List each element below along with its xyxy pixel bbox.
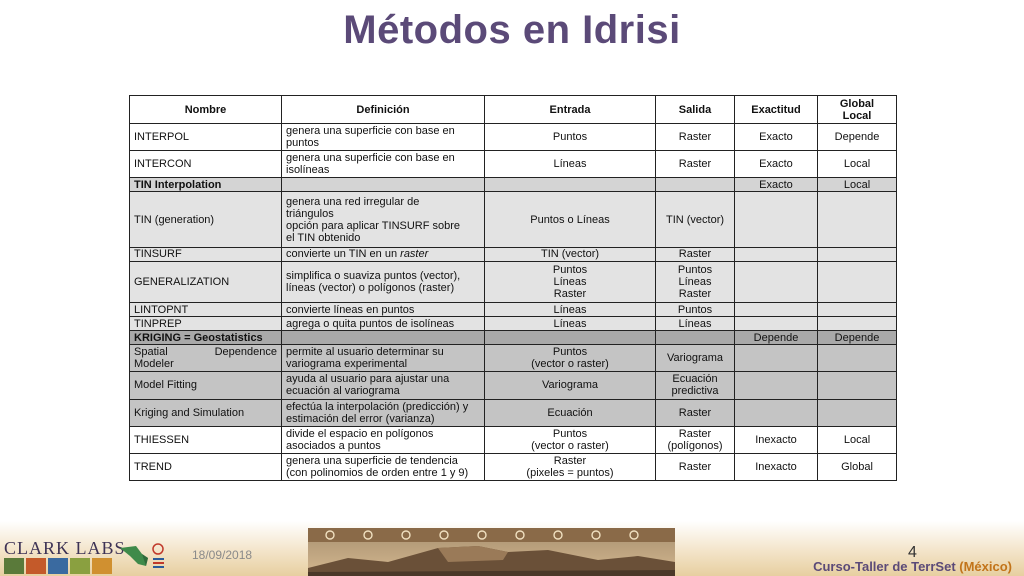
- cell-entrada: Líneas: [485, 303, 656, 317]
- entrada-line: (vector o raster): [531, 439, 609, 452]
- cell-definicion: [282, 372, 485, 399]
- entrada-line: Puntos: [552, 427, 588, 440]
- cell-salida: Raster: [656, 247, 735, 261]
- cell-exactitud: [735, 345, 818, 372]
- header-global-local: [818, 96, 897, 124]
- cell-definicion: [282, 399, 485, 426]
- cell-definicion: convierte líneas en puntos: [282, 303, 485, 317]
- cell-salida: [656, 372, 735, 399]
- cell-nombre: TIN Interpolation: [130, 178, 282, 192]
- cell-entrada: TIN (vector): [485, 247, 656, 261]
- cell-definicion: [282, 124, 485, 151]
- cell-entrada: [485, 178, 656, 192]
- cell-global: Local: [818, 426, 897, 453]
- cell-nombre: TINSURF: [130, 247, 282, 261]
- table-row: [130, 317, 897, 331]
- def-line: triángulos: [286, 207, 334, 220]
- cell-exactitud: [735, 372, 818, 399]
- cell-definicion: agrega o quita puntos de isolíneas: [282, 317, 485, 331]
- cell-nombre: GENERALIZATION: [130, 261, 282, 302]
- cell-global: [818, 261, 897, 302]
- cell-global: [818, 192, 897, 247]
- cell-salida: Líneas: [656, 317, 735, 331]
- course-name: Curso-Taller de TerrSet: [813, 559, 960, 574]
- def-line: asociados a puntos: [286, 439, 381, 452]
- salida-line: (polígonos): [667, 439, 723, 452]
- cell-entrada: Puntos o Líneas: [485, 192, 656, 247]
- table-section-row: [130, 331, 897, 345]
- cell-salida: Raster: [656, 151, 735, 178]
- mexico-emblem-icon: [118, 540, 168, 574]
- cell-salida: [656, 426, 735, 453]
- def-line: ecuación al variograma: [286, 385, 400, 398]
- cell-global: Local: [818, 151, 897, 178]
- table-row: [130, 261, 897, 302]
- cell-definicion: [282, 178, 485, 192]
- header-entrada: Entrada: [485, 96, 656, 124]
- cell-global: [818, 303, 897, 317]
- cell-salida: [656, 261, 735, 302]
- def-line: estimación del error (varianza): [286, 412, 435, 425]
- header-global: Global: [839, 97, 875, 110]
- entrada-line: Raster: [553, 454, 587, 467]
- methods-table: [129, 95, 897, 481]
- entrada-line: (vector o raster): [531, 358, 609, 371]
- cell-entrada: Líneas: [485, 151, 656, 178]
- cell-exactitud: [735, 192, 818, 247]
- header-nombre: Nombre: [130, 96, 282, 124]
- table-row: [130, 426, 897, 453]
- cell-salida: [656, 331, 735, 345]
- def-line: permite al usuario determinar su: [286, 346, 444, 359]
- cell-entrada: [485, 426, 656, 453]
- table-row: [130, 151, 897, 178]
- logo-tile: [92, 558, 112, 574]
- logo-tile: [48, 558, 68, 574]
- table-row: [130, 372, 897, 399]
- cell-definicion: [282, 151, 485, 178]
- entrada-line: Puntos: [552, 346, 588, 359]
- def-line: puntos: [286, 137, 320, 150]
- nombre-line: [134, 346, 277, 358]
- def-line: genera una superficie con base en: [286, 125, 455, 138]
- cell-exactitud: [735, 399, 818, 426]
- cell-entrada: Variograma: [485, 372, 656, 399]
- cell-global: [818, 372, 897, 399]
- cell-definicion: [282, 345, 485, 372]
- cell-exactitud: Exacto: [735, 124, 818, 151]
- salida-line: Puntos: [677, 263, 713, 276]
- salida-line: Raster: [678, 427, 712, 440]
- def-line: divide el espacio en polígonos: [286, 427, 434, 440]
- cell-global: [818, 345, 897, 372]
- cell-nombre: INTERCON: [130, 151, 282, 178]
- cell-nombre: [130, 345, 282, 372]
- nombre-line: Modeler: [134, 358, 174, 371]
- cell-salida: Variograma: [656, 345, 735, 372]
- cell-global: Depende: [818, 331, 897, 345]
- cell-salida: Raster: [656, 124, 735, 151]
- table-row: [130, 399, 897, 426]
- cell-global: [818, 399, 897, 426]
- entrada-line: (pixeles = puntos): [526, 466, 614, 479]
- salida-line: Raster: [678, 287, 712, 300]
- cell-definicion: [282, 331, 485, 345]
- cell-nombre: Kriging and Simulation: [130, 399, 282, 426]
- table-row: [130, 247, 897, 261]
- logo-image-strip: [4, 558, 112, 574]
- def-line: efectúa la interpolación (predicción) y: [286, 400, 469, 413]
- def-line: genera una superficie de tendencia: [286, 454, 458, 467]
- table-row: [130, 345, 897, 372]
- cell-exactitud: [735, 317, 818, 331]
- course-title: [813, 559, 1012, 574]
- cell-salida: Raster: [656, 453, 735, 480]
- def-italic-text: raster: [400, 248, 429, 261]
- cell-salida: Puntos: [656, 303, 735, 317]
- cell-definicion: [282, 247, 485, 261]
- cell-entrada: [485, 345, 656, 372]
- nombre-word: Dependence: [214, 346, 277, 359]
- cell-entrada: Ecuación: [485, 399, 656, 426]
- slide-title: Métodos en Idrisi: [343, 8, 681, 52]
- cell-exactitud: Exacto: [735, 151, 818, 178]
- cell-exactitud: [735, 247, 818, 261]
- cell-nombre: INTERPOL: [130, 124, 282, 151]
- def-line: genera una superficie con base en: [286, 152, 455, 165]
- header-local: Local: [842, 109, 872, 122]
- cell-definicion: [282, 261, 485, 302]
- def-line: isolíneas: [286, 164, 330, 177]
- cell-entrada: [485, 261, 656, 302]
- course-country: (México): [959, 559, 1012, 574]
- table-row: [130, 192, 897, 247]
- cell-entrada: [485, 331, 656, 345]
- cell-definicion: [282, 192, 485, 247]
- cell-salida: [656, 178, 735, 192]
- logo-tile: [4, 558, 24, 574]
- def-line: variograma experimental: [286, 358, 408, 371]
- cell-nombre: TINPREP: [130, 317, 282, 331]
- table-row: [130, 303, 897, 317]
- entrada-line: Raster: [553, 287, 587, 300]
- table-row: [130, 124, 897, 151]
- header-definicion: Definición: [282, 96, 485, 124]
- cell-global: [818, 317, 897, 331]
- cell-exactitud: [735, 261, 818, 302]
- def-line: genera una red irregular de: [286, 195, 420, 208]
- cell-exactitud: [735, 303, 818, 317]
- nombre-word: Spatial: [134, 346, 168, 359]
- cell-nombre: LINTOPNT: [130, 303, 282, 317]
- cell-global: Depende: [818, 124, 897, 151]
- cell-exactitud: Inexacto: [735, 453, 818, 480]
- def-line: simplifica o suaviza puntos (vector),: [286, 269, 461, 282]
- logo-tile: [70, 558, 90, 574]
- salida-line: predictiva: [671, 385, 719, 398]
- cell-definicion: [282, 426, 485, 453]
- def-line: ayuda al usuario para ajustar una: [286, 373, 450, 386]
- logo-tile: [26, 558, 46, 574]
- def-line: el TIN obtenido: [286, 231, 361, 244]
- cell-exactitud: Depende: [735, 331, 818, 345]
- cell-entrada: Puntos: [485, 124, 656, 151]
- def-text: convierte un TIN en un: [286, 248, 401, 261]
- cell-nombre: TIN (generation): [130, 192, 282, 247]
- cell-salida: TIN (vector): [656, 192, 735, 247]
- salida-line: Líneas: [678, 275, 712, 288]
- table-section-row: [130, 178, 897, 192]
- def-line: (con polinomios de orden entre 1 y 9): [286, 466, 469, 479]
- cell-global: Global: [818, 453, 897, 480]
- salida-line: Ecuación: [672, 373, 718, 386]
- clark-labs-logo: CLARK LABS: [4, 538, 126, 558]
- cell-entrada: Líneas: [485, 317, 656, 331]
- entrada-line: Puntos: [552, 263, 588, 276]
- table-header-row: [130, 96, 897, 124]
- entrada-line: Líneas: [553, 275, 587, 288]
- def-line: opción para aplicar TINSURF sobre: [286, 219, 461, 232]
- badlands-photo: [308, 528, 675, 576]
- cell-nombre: KRIGING = Geostatistics: [130, 331, 282, 345]
- slide-date: 18/09/2018: [192, 548, 253, 562]
- page-number: 4: [908, 544, 917, 561]
- cell-salida: Raster: [656, 399, 735, 426]
- cell-nombre: TREND: [130, 453, 282, 480]
- header-salida: Salida: [656, 96, 735, 124]
- cell-nombre: THIESSEN: [130, 426, 282, 453]
- cell-global: [818, 247, 897, 261]
- cell-exactitud: Inexacto: [735, 426, 818, 453]
- cell-exactitud: Exacto: [735, 178, 818, 192]
- cell-definicion: [282, 453, 485, 480]
- def-line: líneas (vector) o polígonos (raster): [286, 281, 455, 294]
- cell-global: Local: [818, 178, 897, 192]
- cell-nombre: Model Fitting: [130, 372, 282, 399]
- table-row: [130, 453, 897, 480]
- cell-entrada: [485, 453, 656, 480]
- header-exactitud: Exactitud: [735, 96, 818, 124]
